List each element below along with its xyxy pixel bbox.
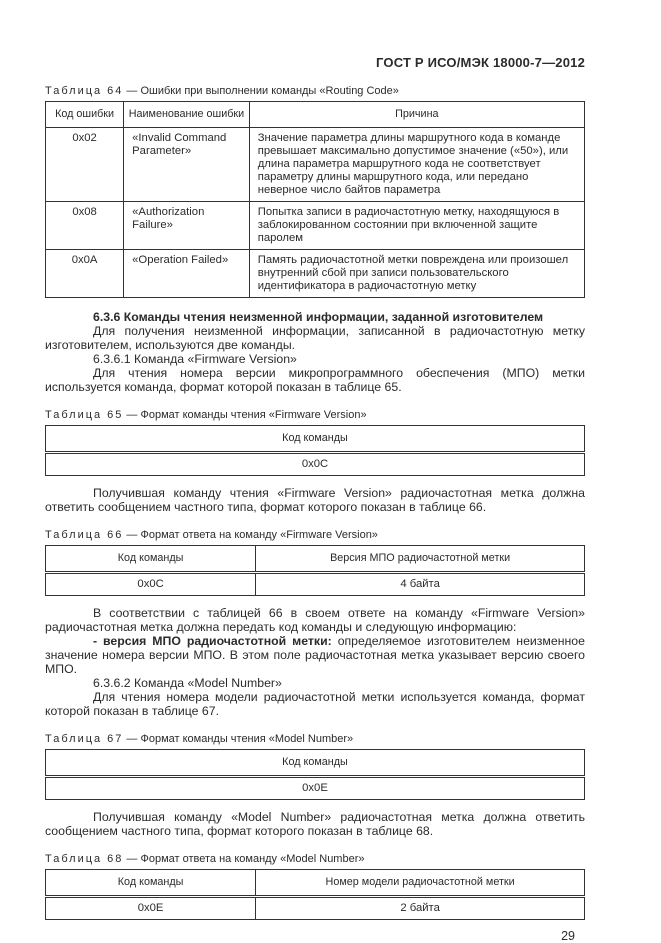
column-header-command-code: Код команды [46,546,256,573]
firmware-version-item-definition: определяемое изготовителем неизменное значение номера версии МПО. В этом поле радиочастотная метка указывает версию своего МПО. [45,634,585,676]
table-64-errors [45,101,585,298]
firmware-version-cell: 4 байта [256,573,585,596]
page-content [45,0,585,943]
table68-caption [45,853,585,865]
table66-caption-label: Таблица 66 [45,529,124,541]
error-name-cell: «Operation Failed» [124,250,250,298]
error-code-cell: 0x02 [46,128,124,202]
error-code-cell: 0x08 [46,202,124,250]
table65-caption-title: — Формат команды чтения «Firmware Version» [126,409,367,421]
reason-cell: Значение параметра длины маршрутного кода в команде превышает максимально допустимое значение («50»), или длина параметра маршрутного кода не соответствует параметру длины маршрутного кода, или передано неверное число байтов параметра [249,128,584,202]
firmware-version-item-term: - версия МПО радиочастотной метки: [93,634,332,648]
command-code-cell: 0x0E [46,897,256,920]
command-code-cell: 0x0E [46,777,585,800]
table65-caption-label: Таблица 65 [45,409,124,421]
table65-caption [45,409,585,421]
doc-header-designation: ГОСТ Р ИСО/МЭК 18000-7—2012 [376,55,585,70]
section-heading-6362: 6.3.6.2 Команда «Model Number» [93,676,282,690]
paragraph-model-response: Получившая команду «Model Number» радиочастотная метка должна ответить сообщением частного типа, формат которого показан в таблице 68. [45,810,585,838]
table-row [46,250,585,298]
table67-caption [45,733,585,745]
command-code-cell: 0x0C [46,453,585,476]
model-number-cell: 2 байта [256,897,585,920]
paragraph-model-command: Для чтения номера модели радиочастотной метки используется команда, формат которой показан в таблице 67. [45,690,585,718]
table-67-model-command [45,749,585,800]
column-header-error-code: Код ошибки [46,102,124,128]
command-code-cell: 0x0C [46,573,256,596]
table-66-header-row [46,546,585,573]
paragraph-response-contents: В соответствии с таблицей 66 в своем ответе на команду «Firmware Version» радиочастотная метка должна передать код команды и следующую информацию: [45,606,585,634]
table67-caption-title: — Формат команды чтения «Model Number» [126,733,354,745]
paragraph-firmware-command: Для чтения номера версии микропрограммного обеспечения (МПО) метки используется команда, формат которой показан в таблице 65. [45,366,585,394]
table-row [46,897,585,920]
table-row [46,202,585,250]
error-name-cell: «Authorization Failure» [124,202,250,250]
table64-caption [45,85,585,97]
paragraph-two-commands: Для получения неизменной информации, записанной в радиочастотную метку изготовителем, используются две команды. [45,324,585,352]
table67-caption-label: Таблица 67 [45,733,124,745]
table-66-firmware-response [45,545,585,596]
table68-caption-title: — Формат ответа на команду «Model Number» [126,853,365,865]
table-68-model-response [45,869,585,920]
table-68-header-row [46,870,585,897]
table-row [46,453,585,476]
error-name-cell: «Invalid Command Parameter» [124,128,250,202]
reason-cell: Память радиочастотной метки повреждена или произошел внутренний сбой при записи пользовательского идентификатора в радиочастотную метку [249,250,584,298]
paragraph-firmware-response: Получившая команду чтения «Firmware Version» радиочастотная метка должна ответить сообщением частного типа, формат которого показан в таблице 66. [45,486,585,514]
table-67-header-row [46,750,585,777]
column-header-command-code: Код команды [46,426,585,453]
page-number: 29 [561,929,575,943]
table64-caption-label: Таблица 64 [45,85,124,97]
column-header-command-code: Код команды [46,870,256,897]
table-64-header-row [46,102,585,128]
column-header-model-number: Номер модели радиочастотной метки [256,870,585,897]
column-header-reason: Причина [249,102,584,128]
section-heading-6361: 6.3.6.1 Команда «Firmware Version» [93,352,297,366]
column-header-error-name: Наименование ошибки [124,102,250,128]
table-65-firmware-command [45,425,585,476]
table64-caption-title: — Ошибки при выполнении команды «Routing Code» [126,85,399,97]
column-header-command-code: Код команды [46,750,585,777]
reason-cell: Попытка записи в радиочастотную метку, находящуюся в заблокированном состоянии при включенной защите паролем [249,202,584,250]
column-header-firmware-version: Версия МПО радиочастотной метки [256,546,585,573]
error-code-cell: 0x0A [46,250,124,298]
table-65-header-row [46,426,585,453]
table-row [46,573,585,596]
paragraph-firmware-version-item [45,634,585,676]
section-heading-636: 6.3.6 Команды чтения неизменной информации, заданной изготовителем [93,310,544,324]
table66-caption-title: — Формат ответа на команду «Firmware Version» [126,529,378,541]
table-row [46,128,585,202]
table-row [46,777,585,800]
table66-caption [45,529,585,541]
table68-caption-label: Таблица 68 [45,853,124,865]
